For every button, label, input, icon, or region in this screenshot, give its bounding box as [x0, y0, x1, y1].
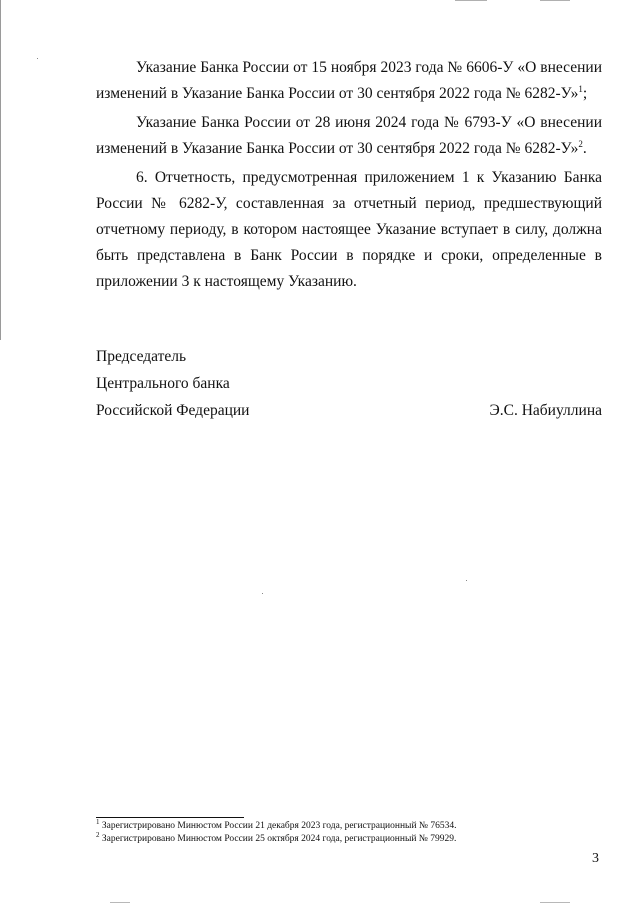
page-number: 3: [592, 851, 599, 866]
footnote-mark: 2: [96, 830, 100, 839]
scan-dot: [262, 593, 263, 594]
signature-block: [96, 343, 602, 424]
signature-title-line-2: Центрального банка: [96, 375, 230, 392]
scan-top-mark: [540, 0, 570, 1]
footnote-text: Зарегистрировано Минюстом России 21 декабря 2023 года, регистрационный № 76534.: [99, 821, 457, 831]
scan-edge-line: [0, 0, 1, 340]
paragraph-tail: ;: [582, 85, 588, 102]
signatory-name: Э.С. Набиуллина: [489, 402, 602, 419]
signature-row: [96, 397, 602, 424]
paragraph-tail: .: [582, 140, 587, 157]
scan-dot: [466, 580, 467, 581]
paragraph-amendment-6606: [96, 55, 602, 107]
scan-bottom-mark: [540, 902, 570, 903]
footnotes: [96, 817, 606, 846]
paragraph-amendment-6793: [96, 110, 602, 162]
footnote-text: Зарегистрировано Минюстом России 25 октября 2024 года, регистрационный № 79929.: [99, 834, 457, 844]
scan-top-mark: [455, 0, 487, 1]
footnote-ref: 2: [578, 138, 583, 149]
footnote-ref: 1: [578, 83, 583, 94]
footnote-1: [96, 817, 606, 833]
scan-bottom-mark: [110, 902, 130, 903]
footnote-mark: 1: [96, 817, 100, 826]
paragraph-item-6: 6. Отчетность, предусмотренная приложением 1 к Указанию Банка России № 6282-У, составленная за отчетный период, предшествующий отчетному периоду, в котором настоящее Указание вступает в силу, должна быть представлена в Банк России в порядке и сроки, определенные в приложении 3 к настоящему Указанию.: [96, 169, 602, 290]
signature-title-line-3: Российской Федерации: [96, 402, 250, 419]
signature-title-line-1: Председатель: [96, 348, 187, 365]
paragraph-text: Указание Банка России от 28 июня 2024 года № 6793-У «О внесении изменений в Указание Банка России от 30 сентября 2022 года № 6282-У»: [96, 114, 602, 157]
footnote-divider: [96, 817, 244, 818]
paragraph-text: Указание Банка России от 15 ноября 2023 года № 6606-У «О внесении изменений в Указание Банка России от 30 сентября 2022 года № 6282-У»: [96, 59, 602, 102]
footnote-2: [96, 830, 606, 846]
body-text: [96, 55, 602, 295]
scan-dot: [37, 58, 38, 59]
